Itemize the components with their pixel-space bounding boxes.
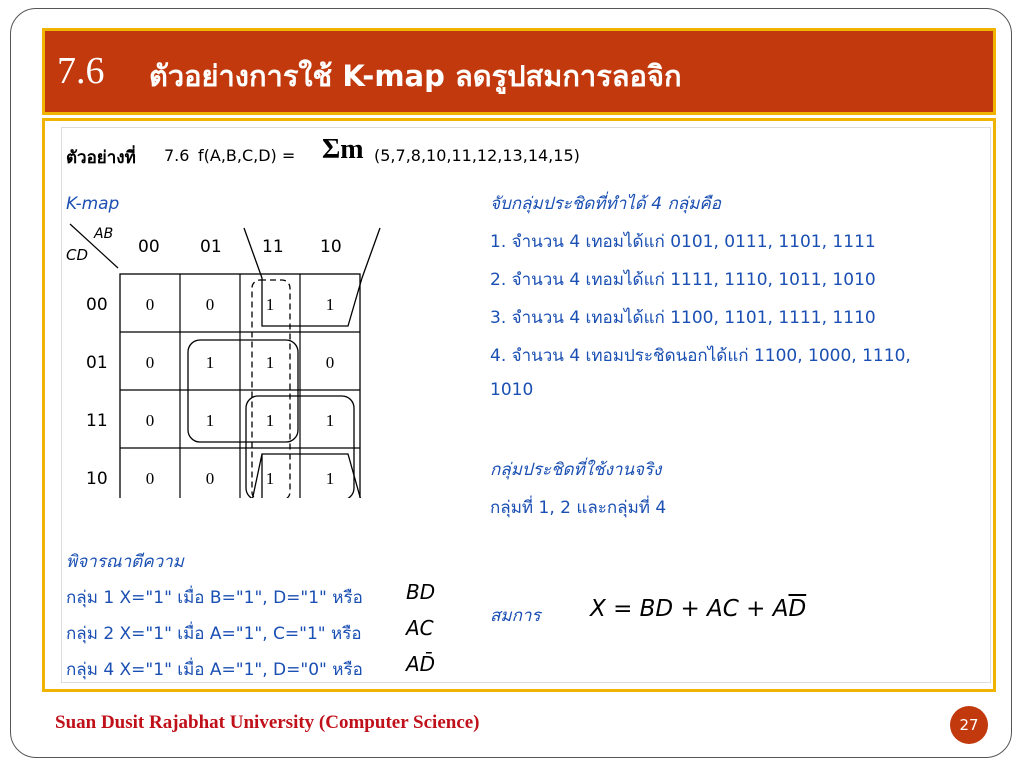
example-number: 7.6 xyxy=(164,146,190,165)
consider-row: กลุ่ม 2 X="1" เมื่อ A="1", C="1" หรือ xyxy=(66,624,362,644)
example-label: ตัวอย่างที่ xyxy=(66,148,136,168)
kmap-label: K-map xyxy=(66,194,120,214)
row-header: 10 xyxy=(86,469,108,489)
consider-term: BD xyxy=(406,580,436,604)
used-groups-text: กลุ่มที่ 1, 2 และกลุ่มที่ 4 xyxy=(490,498,667,518)
kmap-cell: 0 xyxy=(205,295,215,314)
section-number: 7.6 xyxy=(57,50,105,92)
consider-row: กลุ่ม 4 X="1" เมื่อ A="1", D="0" หรือ xyxy=(66,660,363,680)
kmap-cell: 1 xyxy=(325,469,335,488)
kmap-cell: 0 xyxy=(145,353,155,372)
groups-heading: จับกลุ่มประชิดที่ทำได้ 4 กลุ่มคือ xyxy=(490,194,721,214)
group-1-loop xyxy=(188,340,298,442)
kmap-cell: 1 xyxy=(265,353,275,372)
kmap-col-var: AB xyxy=(94,226,114,242)
group-item: 4. จำนวน 4 เทอมประชิดนอกได้แก่ 1100, 1000, 1110, xyxy=(490,346,911,366)
kmap-cell: 0 xyxy=(145,469,155,488)
group-item-continuation: 1010 xyxy=(490,380,534,400)
row-header: 01 xyxy=(86,353,108,373)
kmap-cell: 1 xyxy=(265,295,275,314)
equation-lhs: X = BD + AC + A xyxy=(590,596,789,622)
sigma-symbol: Σm xyxy=(322,134,364,165)
kmap-cell: 1 xyxy=(325,295,335,314)
group-item: 2. จำนวน 4 เทอมได้แก่ 1111, 1110, 1011, 1010 xyxy=(490,270,876,290)
col-header: 10 xyxy=(320,237,342,257)
equation-label: สมการ xyxy=(490,606,541,626)
consider-heading: พิจารณาตีความ xyxy=(66,552,184,572)
kmap-cell: 0 xyxy=(325,353,335,372)
slide-title: ตัวอย่างการใช้ K-map ลดรูปสมการลอจิก xyxy=(149,59,682,93)
col-header: 01 xyxy=(200,237,222,257)
row-header: 11 xyxy=(86,411,108,431)
kmap-cell: 1 xyxy=(265,411,275,430)
kmap-cell: 0 xyxy=(205,469,215,488)
figure-panel xyxy=(61,127,991,683)
equation-last-term: $\overline{D}$ xyxy=(788,596,807,622)
group-item: 3. จำนวน 4 เทอมได้แก่ 1100, 1101, 1111, 1110 xyxy=(490,308,876,328)
consider-term: AC xyxy=(406,616,434,640)
group-item: 1. จำนวน 4 เทอมได้แก่ 0101, 0111, 1101, 1111 xyxy=(490,232,876,252)
title-bar xyxy=(42,28,996,115)
page-number: 27 xyxy=(950,706,988,744)
kmap-cell: 1 xyxy=(265,469,275,488)
col-header: 00 xyxy=(138,237,160,257)
col-header: 11 xyxy=(262,237,284,257)
consider-row: กลุ่ม 1 X="1" เมื่อ B="1", D="1" หรือ xyxy=(66,588,363,608)
kmap-cell: 0 xyxy=(145,411,155,430)
equation-body xyxy=(590,596,806,622)
used-groups-heading: กลุ่มประชิดที่ใช้งานจริง xyxy=(490,460,662,480)
minterm-list: (5,7,8,10,11,12,13,14,15) xyxy=(374,146,580,165)
kmap-cell: 1 xyxy=(205,353,215,372)
function-expression: f(A,B,C,D) = xyxy=(198,146,296,165)
kmap-diagram xyxy=(62,218,402,498)
consider-term: AD̄ xyxy=(406,652,436,676)
kmap-cell: 0 xyxy=(145,295,155,314)
footer-text: Suan Dusit Rajabhat University (Computer Science) xyxy=(55,712,480,733)
content-box xyxy=(42,118,996,692)
kmap-cell: 1 xyxy=(325,411,335,430)
row-header: 00 xyxy=(86,295,108,315)
kmap-row-var: CD xyxy=(66,246,89,264)
kmap-cell: 1 xyxy=(205,411,215,430)
